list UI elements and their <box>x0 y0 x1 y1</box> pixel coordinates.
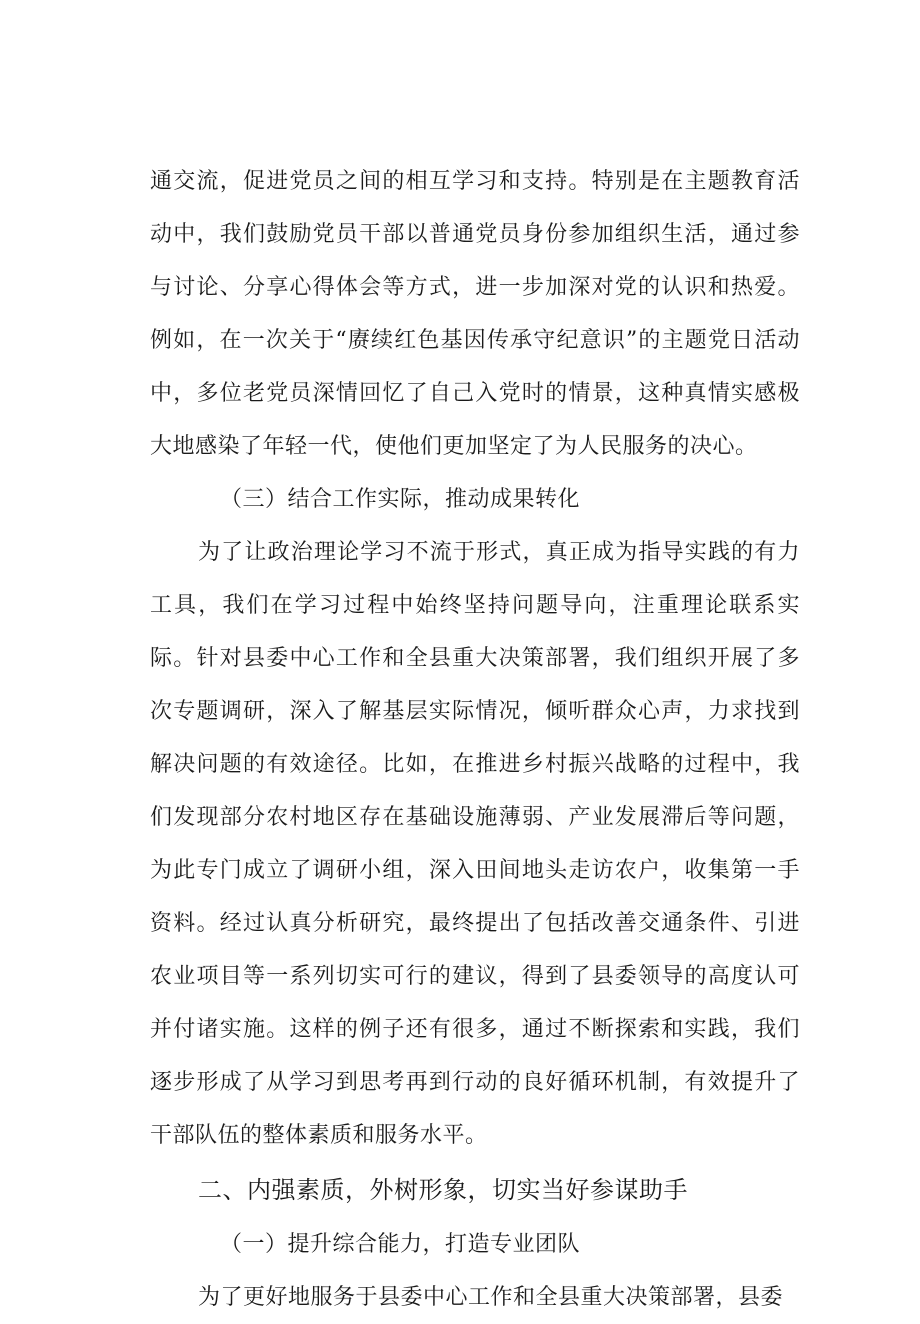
document-body <box>150 155 800 1324</box>
section-heading-2: 二、内强素质，外树形象，切实当好参谋助手 <box>198 1176 688 1204</box>
paragraph-team-building: 为了更好地服务于县委中心工作和全县重大决策部署，县委 <box>198 1285 784 1310</box>
paragraph-continued: 通交流，促进党员之间的相互学习和支持。特别是在主题教育活动中，我们鼓励党员干部以普通党员身份参加组织生活，通过参与讨论、分享心得体会等方式，进一步加深对党的认识和热爱。例如，在一次关于“赓续红色基因传承守纪意识”的主题党日活动中，多位老党员深情回忆了自己入党时的情景，这种真情实感极大地感染了年轻一代，使他们更加坚定了为人民服务的决心。 <box>150 169 800 459</box>
subsection-heading-1: （一）提升综合能力，打造专业团队 <box>220 1232 581 1257</box>
paragraph-results-transformation: 为了让政治理论学习不流于形式，真正成为指导实践的有力工具，我们在学习过程中始终坚持问题导向，注重理论联系实际。针对县委中心工作和全县重大决策部署，我们组织开展了多次专题调研，深入了解基层实际情况，倾听群众心声，力求找到解决问题的有效途径。比如，在推进乡村振兴战略的过程中，我们发现部分农村地区存在基础设施薄弱、产业发展滞后等问题，为此专门成立了调研小组，深入田间地头走访农户，收集第一手资料。经过认真分析研究，最终提出了包括改善交通条件、引进农业项目等一系列切实可行的建议，得到了县委领导的高度认可并付诸实施。这样的例子还有很多，通过不断探索和实践，我们逐步形成了从学习到思考再到行动的良好循环机制，有效提升了干部队伍的整体素质和服务水平。 <box>150 540 800 1148</box>
subsection-heading-3: （三）结合工作实际，推动成果转化 <box>220 487 581 512</box>
